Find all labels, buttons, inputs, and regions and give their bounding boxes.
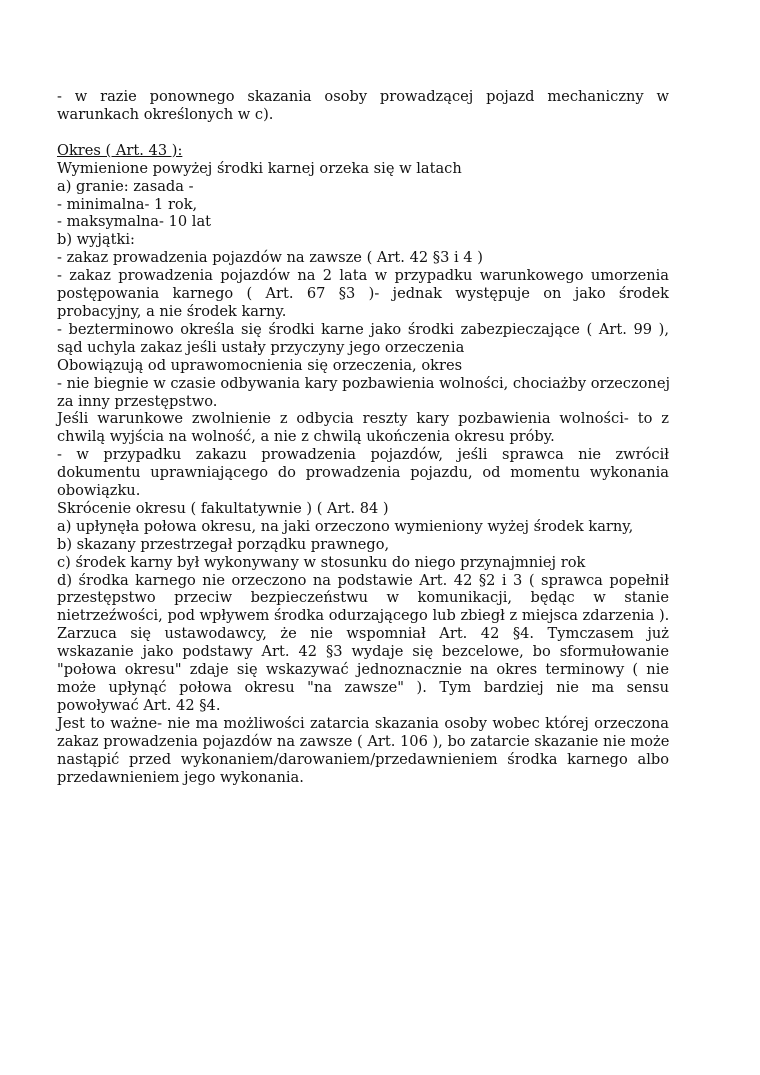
text-line: sąd uchyla zakaz jeśli ustały przyczyny jego orzeczenia (57, 338, 465, 356)
text-line: zakaz prowadzenia pojazdów na zawsze ( Art. 106 ), bo zatarcie skazanie nie może (57, 732, 670, 750)
text-line: może upłynąć połowa okresu "na zawsze" ). Tym bardziej nie ma sensu (57, 679, 669, 696)
text-line: nietrzeźwości, pod wpływem środka odurzającego lub zbiegł z miejsca zdarzenia ). (57, 607, 670, 625)
text-line: - zakaz prowadzenia pojazdów na zawsze ( Art. 42 §3 i 4 ) (57, 249, 483, 267)
text-line: b) skazany przestrzegał porządku prawnego, (57, 535, 390, 553)
text-line: a) upłynęła połowa okresu, na jaki orzeczono wymieniony wyżej środek karny, (57, 517, 634, 535)
text-line: - nie biegnie w czasie odbywania kary pozbawienia wolności, chociażby orzeczonej (57, 374, 670, 392)
text-line: postępowania karnego ( Art. 67 §3 )- jednak występuje on jako środek (57, 285, 669, 303)
text-line: Jest to ważne- nie ma możliwości zatarcia skazania osoby wobec której orzeczona (57, 714, 669, 732)
text-line: - maksymalna- 10 lat (57, 213, 212, 231)
text-line: dokumentu uprawniającego do prowadzenia pojazdu, od momentu wykonania (57, 464, 669, 482)
text-line: - minimalna- 1 rok, (57, 195, 198, 213)
text-line: warunkach określonych w c). (57, 105, 274, 123)
text-line: wskazanie jako podstawy Art. 42 §3 wydaje się bezcelowe, bo sformułowanie (57, 643, 669, 661)
text-line: - bezterminowo określa się środki karne jako środki zabezpieczające ( Art. 99 ), (57, 320, 669, 338)
text-line: - zakaz prowadzenia pojazdów na 2 lata w przypadku warunkowego umorzenia (57, 267, 669, 285)
text-line: probacyjny, a nie środek karny. (57, 302, 287, 320)
text-line: "połowa okresu" zdaje się wskazywać jednoznacznie na okres terminowy ( nie (57, 661, 669, 679)
text-line: chwilą wyjścia na wolność, a nie z chwilą ukończenia okresu próby. (57, 428, 555, 446)
text-line: obowiązku. (57, 482, 141, 500)
section-heading: Okres ( Art. 43 ): (57, 141, 183, 159)
text-line: przedawnieniem jego wykonania. (57, 768, 304, 786)
text-line: Skrócenie okresu ( fakultatywnie ) ( Art. 84 ) (57, 499, 389, 517)
text-line: a) granie: zasada - (57, 177, 194, 195)
text-line: b) wyjątki: (57, 231, 135, 249)
text-line: Obowiązują od uprawomocnienia się orzeczenia, okres (57, 356, 463, 374)
text-line: - w przypadku zakazu prowadzenia pojazdów, jeśli sprawca nie zwrócił (57, 446, 669, 464)
document-page (57, 88, 669, 786)
text-line: Zarzuca się ustawodawcy, że nie wspomniał Art. 42 §4. Tymczasem już (57, 625, 669, 643)
text-line: za inny przestępstwo. (57, 392, 218, 410)
text-line: d) środka karnego nie orzeczono na podstawie Art. 42 §2 i 3 ( sprawca popełnił (57, 571, 669, 589)
text-line: Jeśli warunkowe zwolnienie z odbycia reszty kary pozbawienia wolności- to z (57, 410, 669, 428)
text-line: c) środek karny był wykonywany w stosunku do niego przynajmniej rok (57, 553, 586, 571)
text-line: powoływać Art. 42 §4. (57, 696, 221, 714)
paragraph-gap (57, 124, 669, 142)
text-line: nastąpić przed wykonaniem/darowaniem/przedawnieniem środka karnego albo (57, 750, 669, 768)
text-line: przestępstwo przeciw bezpieczeństwu w komunikacji, będąc w stanie (57, 589, 669, 607)
text-line: Wymienione powyżej środki karnej orzeka się w latach (57, 159, 462, 177)
text-line: - w razie ponownego skazania osoby prowadzącej pojazd mechaniczny w (57, 88, 669, 105)
